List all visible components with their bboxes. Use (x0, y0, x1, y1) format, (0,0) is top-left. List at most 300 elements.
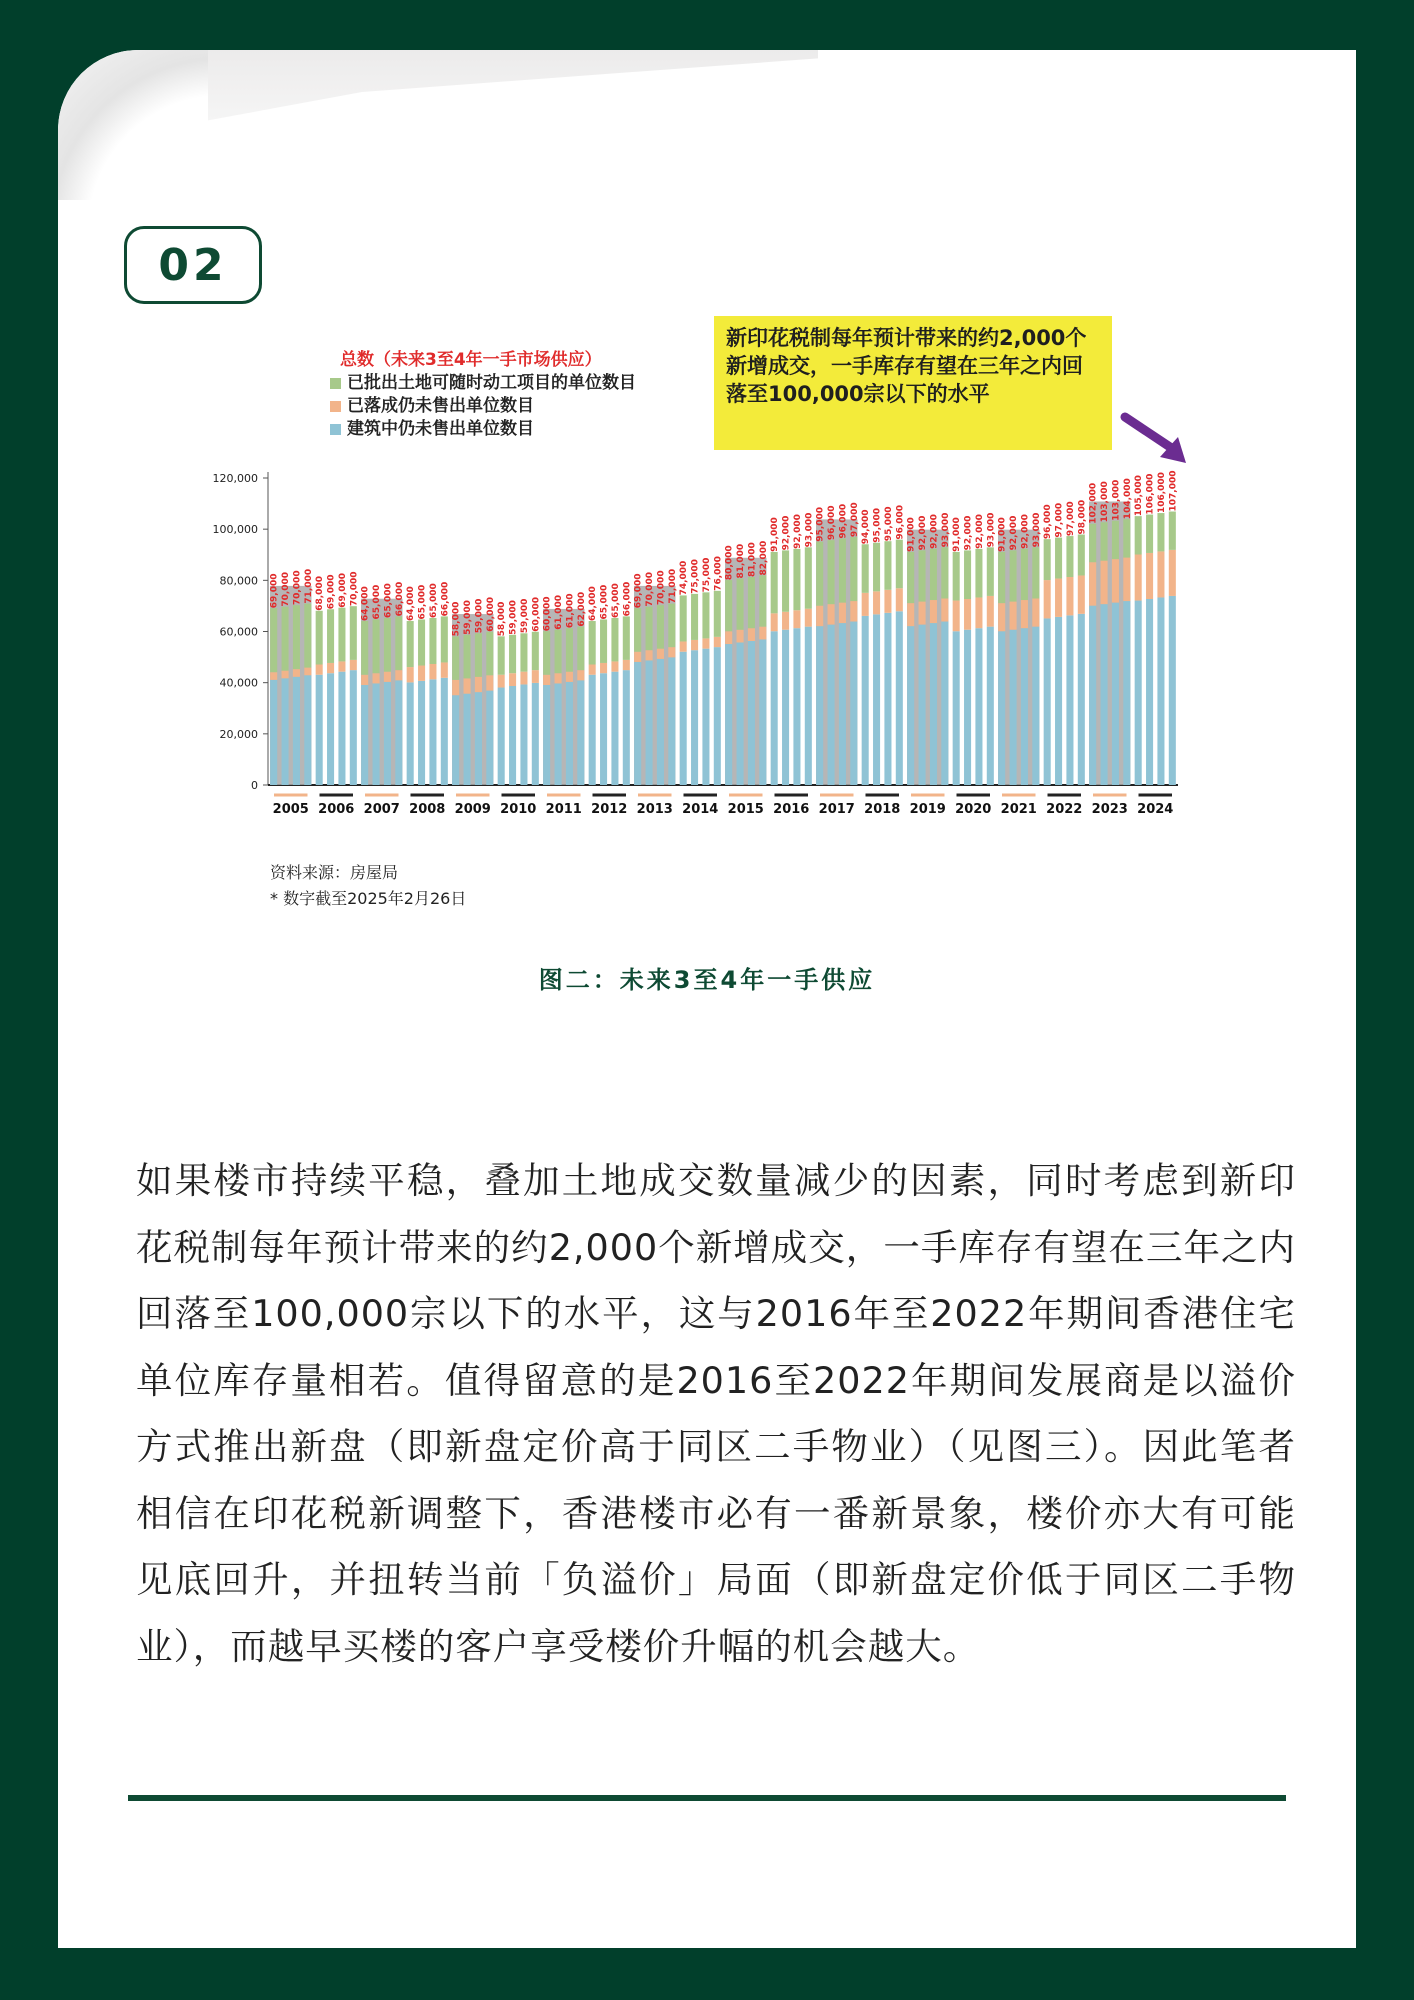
bar-completed (1032, 598, 1039, 626)
bar-total-label: 93,000 (940, 512, 951, 548)
bar-land (782, 550, 789, 611)
bar-completed (850, 601, 857, 621)
bar-construction (759, 639, 766, 785)
bar-land (987, 547, 994, 596)
x-tick-label: 2005 (272, 802, 309, 817)
bar-total-label: 65,000 (417, 584, 428, 620)
bar-completed (771, 613, 778, 631)
bar-construction (646, 660, 653, 785)
bar-construction (1135, 601, 1142, 785)
x-tick-label: 2013 (636, 802, 673, 817)
bar-land (896, 540, 903, 589)
bar-completed (953, 601, 960, 632)
bar-construction (1101, 604, 1108, 785)
bar-construction (1055, 617, 1062, 785)
bar-completed (1135, 554, 1142, 600)
bar-land (1089, 524, 1096, 562)
bar-land (1135, 516, 1142, 554)
bar-completed (532, 670, 539, 683)
bar-construction (327, 673, 334, 785)
bar-construction (657, 659, 664, 785)
bar-construction (555, 683, 562, 785)
bar-completed (634, 652, 641, 662)
bar-construction (384, 682, 391, 785)
bar-completed (1123, 558, 1130, 601)
bar-completed (1101, 561, 1108, 604)
bar-completed (907, 603, 914, 626)
bar-total-label: 69,000 (633, 573, 644, 609)
bar-land (953, 552, 960, 601)
bar-completed (702, 638, 709, 648)
x-tick-label: 2015 (727, 802, 764, 817)
figure-caption: 图二：未来3至4年一手供应 (538, 966, 876, 994)
bar-total-label: 94,000 (861, 509, 872, 545)
bar-completed (395, 670, 402, 680)
bar-construction (930, 623, 937, 785)
bar-completed (998, 603, 1005, 631)
bar-total-label: 98,000 (1077, 499, 1088, 535)
legend-item-completed (330, 395, 636, 418)
bar-total-label: 92,000 (1009, 515, 1020, 551)
bar-construction (1078, 614, 1085, 785)
bar-total-label: 96,000 (895, 504, 906, 540)
bar-completed (600, 663, 607, 673)
y-tick-label: 60,000 (219, 625, 258, 639)
bar-construction (748, 641, 755, 785)
bar-land (270, 608, 277, 672)
bar-construction (498, 688, 505, 785)
bar-total-label: 71,000 (303, 568, 314, 604)
y-tick-label: 120,000 (212, 472, 258, 485)
bar-completed (668, 647, 675, 657)
x-tick-label: 2019 (909, 802, 946, 817)
bar-construction (395, 680, 402, 785)
bar-construction (896, 611, 903, 785)
x-tick-label: 2008 (409, 802, 446, 817)
bar-construction (987, 627, 994, 785)
bar-total-label: 82,000 (758, 540, 769, 576)
bar-land (1101, 522, 1108, 560)
bar-total-label: 95,000 (883, 506, 894, 542)
bar-construction (566, 682, 573, 785)
bar-total-label: 102,000 (1088, 482, 1099, 524)
bar-land (964, 550, 971, 599)
bar-construction (634, 662, 641, 785)
bar-construction (1044, 618, 1051, 785)
bar-completed (577, 670, 584, 680)
bar-total-label: 92,000 (1020, 514, 1031, 549)
bar-land (691, 594, 698, 640)
bar-construction (316, 675, 323, 785)
bar-total-label: 93,000 (1031, 512, 1042, 548)
bar-total-label: 97,000 (1065, 501, 1076, 537)
bar-land (1066, 536, 1073, 577)
bar-total-label: 91,000 (906, 517, 917, 552)
bar-land (634, 608, 641, 651)
bar-construction (1032, 627, 1039, 785)
bar-construction (793, 628, 800, 785)
legend-label-land: 已批出土地可随时动工项目的单位数目 (347, 373, 636, 393)
x-tick-label: 2023 (1091, 802, 1128, 817)
bar-completed (793, 610, 800, 628)
bar-completed (441, 662, 448, 677)
x-tick-label: 2021 (1000, 802, 1037, 817)
bar-construction (805, 627, 812, 785)
bar-land (498, 636, 505, 674)
bar-completed (384, 672, 391, 682)
bar-land (441, 616, 448, 662)
bar-land (293, 605, 300, 669)
bar-completed (498, 675, 505, 688)
bar-completed (1055, 579, 1062, 617)
bar-completed (1146, 553, 1153, 599)
bar-construction (1123, 601, 1130, 785)
bar-completed (862, 593, 869, 616)
bar-completed (520, 672, 527, 685)
bar-land (1055, 538, 1062, 579)
bar-construction (998, 631, 1005, 785)
bar-total-label: 69,000 (337, 572, 348, 608)
bar-total-label: 59,000 (508, 600, 519, 635)
bar-construction (1089, 606, 1096, 785)
bar-total-label: 60,000 (485, 597, 496, 632)
bar-completed (327, 663, 334, 673)
bar-total-label: 96,000 (827, 505, 838, 541)
bar-land (702, 592, 709, 638)
bar-total-label: 60,000 (531, 597, 542, 632)
bar-construction (725, 644, 732, 785)
bar-total-label: 59,000 (474, 598, 485, 634)
x-tick-label: 2014 (682, 802, 719, 817)
bar-construction (623, 670, 630, 785)
bar-total-label: 91,000 (997, 517, 1008, 552)
bar-construction (543, 685, 550, 785)
x-tick-label: 2016 (773, 802, 810, 817)
x-tick-label: 2010 (500, 802, 537, 817)
bar-construction (509, 686, 516, 785)
bar-completed (304, 668, 311, 676)
bar-land (1169, 512, 1176, 550)
bar-total-label: 65,000 (372, 584, 383, 620)
chart-plot (200, 450, 1220, 1010)
bar-completed (1010, 602, 1017, 630)
bar-land (873, 543, 880, 592)
legend-swatch-completed (330, 401, 341, 412)
bar-land (475, 633, 482, 676)
bar-completed (839, 603, 846, 623)
bar-total-label: 64,000 (406, 586, 417, 622)
bar-completed (1078, 575, 1085, 613)
bar-construction (577, 680, 584, 785)
bar-total-label: 64,000 (588, 586, 599, 622)
bar-land (919, 550, 926, 601)
bar-land (384, 618, 391, 672)
bar-land (304, 604, 311, 668)
bar-land (839, 539, 846, 603)
bar-total-label: 61,000 (554, 594, 565, 630)
bar-land (316, 611, 323, 665)
bar-total-label: 66,000 (622, 581, 633, 617)
bar-land (941, 547, 948, 598)
bar-total-label: 70,000 (292, 570, 303, 606)
legend-item-construction (330, 418, 636, 441)
legend-swatch-construction (330, 424, 341, 435)
bar-completed (543, 675, 550, 685)
y-tick-label: 40,000 (219, 676, 258, 690)
bar-land (373, 619, 380, 673)
bar-construction (350, 670, 357, 785)
bar-construction (1112, 603, 1119, 785)
bar-land (975, 549, 982, 598)
bar-construction (1169, 596, 1176, 785)
bar-completed (452, 680, 459, 695)
x-tick-label: 2007 (363, 802, 400, 817)
bar-completed (941, 598, 948, 621)
bar-land (805, 547, 812, 608)
bar-construction (907, 626, 914, 785)
chart-source (270, 860, 466, 912)
bar-completed (373, 673, 380, 683)
bar-land (828, 540, 835, 604)
bar-construction (270, 680, 277, 785)
bar-total-label: 75,000 (690, 559, 701, 594)
bar-land (407, 621, 414, 667)
x-tick-label: 2011 (545, 802, 582, 817)
bar-land (850, 537, 857, 601)
bar-land (748, 577, 755, 628)
bar-land (1032, 547, 1039, 598)
bar-completed (714, 637, 721, 647)
bar-construction (1010, 630, 1017, 785)
legend-label-construction: 建筑中仍未售出单位数目 (347, 419, 534, 439)
bar-completed (555, 673, 562, 683)
bar-land (1078, 535, 1085, 576)
bar-land (668, 604, 675, 647)
bar-construction (964, 630, 971, 785)
bar-total-label: 97,000 (849, 502, 860, 538)
bar-land (816, 542, 823, 606)
body-paragraph: 如果楼市持续平稳，叠加土地成交数量减少的因素，同时考虑到新印花税制每年预计带来的约2,000个新增成交，一手库存有望在三年之内回落至100,000宗以下的水平，这与2016年至2022年期间香港住宅单位库存量相若。值得留意的是2016至2022年期间发展商是以溢价方式推出新盘（即新盘定价高于同区二手物业）（见图三）。因此笔者相信在印花税新调整下，香港楼市必有一番新景象，楼价亦大有可能见底回升，并扭转当前「负溢价」局面（即新盘定价低于同区二手物业），而越早买楼的客户享受楼价升幅的机会越大。 (136, 1159, 1296, 1668)
bar-completed (828, 604, 835, 624)
bar-completed (611, 661, 618, 671)
bar-construction (680, 652, 687, 785)
bar-total-label: 65,000 (383, 583, 394, 618)
bar-land (793, 549, 800, 610)
bar-completed (1157, 551, 1164, 597)
bar-construction (782, 630, 789, 785)
bar-total-label: 104,000 (1122, 478, 1133, 520)
bar-land (1010, 550, 1017, 601)
bar-completed (475, 677, 482, 692)
bar-total-label: 58,000 (497, 601, 508, 637)
bar-land (282, 607, 289, 671)
bar-construction (737, 643, 744, 785)
bar-total-label: 105,000 (1134, 475, 1145, 517)
bar-total-label: 95,000 (872, 507, 883, 543)
bar-construction (1146, 599, 1153, 785)
bar-land (998, 552, 1005, 603)
bar-land (338, 608, 345, 662)
bar-completed (930, 600, 937, 623)
legend-swatch-land (330, 378, 341, 389)
bar-land (577, 627, 584, 670)
bar-completed (657, 649, 664, 659)
bar-construction (884, 613, 891, 785)
bar-total-label: 70,000 (645, 571, 656, 607)
bar-total-label: 80,000 (724, 545, 735, 581)
bar-land (418, 619, 425, 665)
bar-total-label: 92,000 (963, 515, 974, 551)
y-tick-label: 100,000 (212, 523, 258, 537)
bar-construction (418, 681, 425, 785)
bar-total-label: 96,000 (1043, 504, 1054, 540)
bar-total-label: 60,000 (542, 596, 553, 632)
bar-total-label: 92,000 (918, 515, 929, 551)
bar-total-label: 106,000 (1156, 472, 1167, 514)
bar-completed (623, 660, 630, 670)
bar-land (486, 632, 493, 675)
bar-total-label: 81,000 (747, 542, 758, 578)
legend-item-land (330, 372, 636, 395)
bar-completed (350, 660, 357, 670)
bar-construction (486, 691, 493, 785)
bar-completed (1112, 559, 1119, 602)
bar-completed (361, 675, 368, 685)
bar-land (1157, 513, 1164, 551)
bar-completed (1169, 550, 1176, 596)
bar-total-label: 69,000 (326, 574, 337, 610)
bar-land (930, 549, 937, 600)
bar-construction (919, 625, 926, 785)
bar-completed (782, 612, 789, 630)
bar-land (759, 575, 766, 626)
bar-land (1021, 549, 1028, 600)
bar-completed (759, 627, 766, 640)
bar-land (725, 580, 732, 631)
x-tick-label: 2012 (591, 802, 628, 817)
x-tick-label: 2009 (454, 802, 491, 817)
bar-land (714, 591, 721, 637)
bar-total-label: 103,000 (1111, 479, 1122, 521)
bar-completed (589, 665, 596, 675)
bar-land (737, 579, 744, 630)
bar-land (1146, 515, 1153, 553)
bar-construction (702, 649, 709, 785)
bar-total-label: 66,000 (394, 581, 405, 617)
bar-completed (1021, 600, 1028, 628)
bar-construction (338, 672, 345, 785)
bar-completed (293, 669, 300, 677)
bar-completed (1066, 577, 1073, 615)
bar-total-label: 64,000 (360, 586, 371, 622)
bar-land (600, 619, 607, 662)
bar-construction (589, 675, 596, 785)
bar-construction (282, 678, 289, 785)
x-tick-label: 2017 (818, 802, 855, 817)
bar-construction (771, 631, 778, 785)
bar-land (555, 630, 562, 673)
chart-legend (330, 348, 636, 441)
bar-completed (464, 678, 471, 693)
bar-total-label: 92,000 (792, 514, 803, 549)
bar-construction (941, 622, 948, 785)
bar-total-label: 61,000 (565, 593, 576, 629)
bar-construction (1066, 615, 1073, 785)
bar-completed (1044, 580, 1051, 618)
bar-completed (975, 597, 982, 628)
bar-construction (532, 683, 539, 785)
x-tick-label: 2006 (318, 802, 355, 817)
bar-completed (509, 673, 516, 686)
source-label: 资料来源：房屋局 (270, 863, 399, 882)
bar-completed (646, 650, 653, 660)
bar-total-label: 81,000 (736, 543, 747, 579)
bar-construction (373, 683, 380, 785)
bar-land (566, 628, 573, 671)
bar-land (1123, 519, 1130, 557)
bar-total-label: 70,000 (656, 570, 667, 606)
bar-total-label: 92,000 (974, 514, 985, 549)
bar-construction (429, 679, 436, 785)
bar-land (520, 633, 527, 671)
x-tick-label: 2020 (955, 802, 992, 817)
bar-construction (520, 684, 527, 785)
bar-construction (873, 614, 880, 785)
bar-total-label: 96,000 (838, 503, 849, 539)
bar-completed (429, 664, 436, 679)
supply-chart (200, 300, 1220, 920)
bar-total-label: 65,000 (428, 583, 439, 618)
bar-land (361, 621, 368, 675)
bar-construction (850, 622, 857, 785)
bar-total-label: 70,000 (281, 571, 292, 607)
bar-completed (748, 628, 755, 641)
bar-total-label: 76,000 (713, 556, 724, 591)
bar-completed (407, 667, 414, 682)
bar-land (532, 632, 539, 670)
bar-completed (805, 609, 812, 627)
bar-total-label: 71,000 (667, 568, 678, 604)
bar-total-label: 103,000 (1100, 481, 1111, 523)
bar-total-label: 97,000 (1054, 502, 1065, 538)
bar-total-label: 62,000 (576, 591, 587, 627)
bar-land (623, 616, 630, 659)
bar-land (589, 621, 596, 664)
bar-land (509, 635, 516, 673)
legend-total: 总数（未来3至4年一手市场供应） (340, 350, 602, 370)
section-divider (128, 1795, 1286, 1801)
y-tick-label: 20,000 (219, 727, 258, 741)
bar-construction (816, 626, 823, 785)
bar-total-label: 93,000 (804, 512, 815, 548)
legend-label-completed: 已落成仍未售出单位数目 (347, 396, 534, 416)
bar-construction (475, 692, 482, 785)
bar-construction (714, 647, 721, 785)
bar-construction (407, 682, 414, 785)
section-number-badge: 02 (124, 226, 262, 304)
bar-total-label: 70,000 (349, 571, 360, 607)
bar-land (429, 618, 436, 664)
bar-completed (884, 590, 891, 613)
bar-total-label: 65,000 (599, 584, 610, 620)
bar-construction (1157, 597, 1164, 785)
x-tick-label: 2022 (1046, 802, 1083, 817)
bar-total-label: 91,000 (952, 517, 963, 552)
bar-land (771, 552, 778, 613)
bar-completed (282, 671, 289, 679)
x-tick-label: 2018 (864, 802, 901, 817)
bar-construction (1021, 628, 1028, 785)
